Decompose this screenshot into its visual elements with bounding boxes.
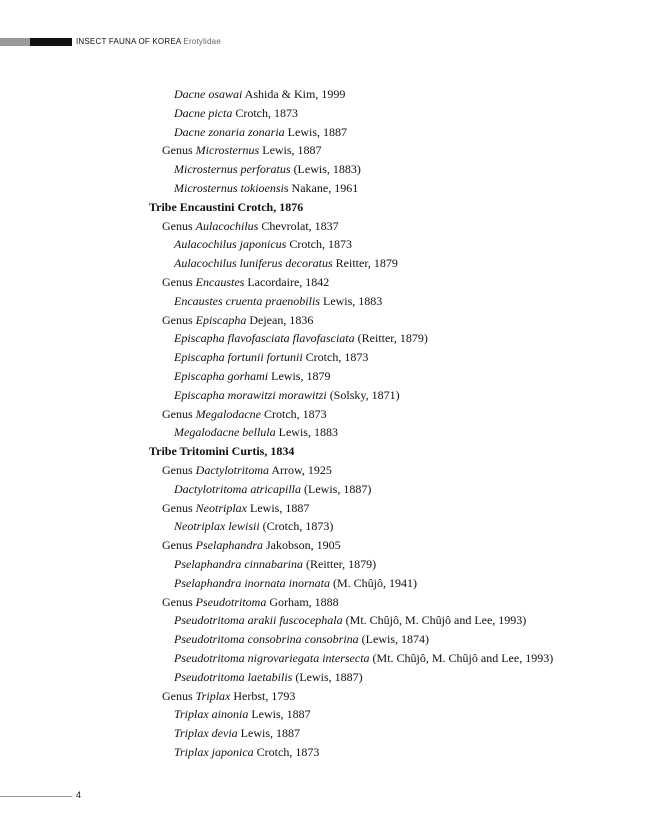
- taxon-name: Pselaphandra cinnabarina: [174, 556, 303, 571]
- taxon-authority: Lewis, 1887: [251, 707, 311, 722]
- taxon-authority: Lewis, 1883: [278, 425, 338, 440]
- species-entry: [0, 555, 553, 574]
- taxon-name: Dactylotritoma: [195, 462, 269, 477]
- taxon-name: Dactylotritoma atricapilla: [174, 481, 301, 496]
- taxon-name: Episcapha fortunii fortunii: [174, 350, 303, 365]
- taxon-name: Triplax ainonia: [174, 707, 249, 722]
- taxon-authority: Lewis, 1887: [250, 500, 310, 515]
- taxon-authority: Lewis, 1887: [287, 124, 347, 139]
- taxon-authority: (Lewis, 1883): [293, 162, 361, 177]
- taxon-authority: (Reitter, 1879): [306, 556, 377, 571]
- genus-entry: [0, 499, 553, 518]
- taxon-name: Aulacochilus luniferus decoratus: [174, 256, 333, 271]
- species-entry: [0, 329, 553, 348]
- taxon-authority: (Reitter, 1879): [357, 331, 428, 346]
- taxon-authority: Herbst, 1793: [233, 688, 296, 703]
- genus-prefix: Genus: [162, 274, 193, 289]
- species-entry: [0, 179, 553, 198]
- taxon-authority: (Lewis, 1887): [304, 481, 372, 496]
- species-entry: [0, 668, 553, 687]
- species-entry: [0, 423, 553, 442]
- genus-prefix: Genus: [162, 594, 193, 609]
- chapter-title: Erotylidae: [183, 37, 221, 46]
- taxon-authority: Jakobson, 1905: [266, 538, 341, 553]
- running-head-title: [76, 36, 221, 48]
- taxon-name: Pseudotritoma nigrovariegata intersecta: [174, 650, 370, 665]
- taxon-name: Episcapha flavofasciata flavofasciata: [174, 331, 355, 346]
- taxon-authority: Arrow, 1925: [271, 462, 332, 477]
- taxon-authority: Reitter, 1879: [335, 256, 398, 271]
- taxon-name: Triplax: [195, 688, 231, 703]
- page-number: 4: [76, 790, 82, 800]
- taxon-authority: Lewis, 1879: [271, 368, 331, 383]
- genus-prefix: Genus: [162, 218, 193, 233]
- species-entry: [0, 85, 553, 104]
- taxon-name: Episcapha gorhami: [174, 368, 269, 383]
- genus-entry: [0, 536, 553, 555]
- taxon-name: Dacne zonaria zonaria: [174, 124, 285, 139]
- tribe-entry: [0, 198, 553, 217]
- species-entry: [0, 160, 553, 179]
- taxon-authority: (Mt. Chûjô, M. Chûjô and Lee, 1993): [372, 650, 554, 665]
- taxon-name: Neotriplax lewisii: [174, 519, 260, 534]
- taxonomic-list: [0, 85, 553, 762]
- taxon-name: Dacne osawai: [174, 87, 243, 101]
- genus-entry: [0, 687, 553, 706]
- genus-entry: [0, 217, 553, 236]
- taxon-authority: (Crotch, 1873): [262, 519, 334, 534]
- species-entry: [0, 630, 553, 649]
- taxon-authority: (M. Chûjô, 1941): [333, 575, 418, 590]
- taxon-authority: Lewis, 1887: [240, 726, 300, 741]
- genus-prefix: Genus: [162, 406, 193, 421]
- taxon-authority: Lewis, 1883: [322, 293, 383, 308]
- taxon-authority: (Mt. Chûjô, M. Chûjô and Lee, 1993): [345, 613, 527, 628]
- taxon-authority: Lewis, 1887: [262, 143, 322, 158]
- genus-entry: [0, 273, 553, 292]
- species-entry: [0, 649, 553, 668]
- genus-prefix: Genus: [162, 688, 193, 703]
- taxon-name: Pseudotritoma consobrina consobrina: [174, 632, 359, 647]
- taxon-name: Megalodacne bellula: [174, 425, 276, 440]
- species-entry: [0, 348, 553, 367]
- species-entry: [0, 705, 553, 724]
- genus-prefix: Genus: [162, 462, 193, 477]
- taxon-authority: Crotch, 1873: [256, 744, 320, 759]
- genus-entry: [0, 593, 553, 612]
- taxon-name: Episcapha: [195, 312, 247, 327]
- species-entry: [0, 611, 553, 630]
- taxon-name: Pseudotritoma laetabilis: [174, 669, 293, 684]
- species-entry: [0, 480, 553, 499]
- taxon-name: Encaustes: [195, 274, 245, 289]
- species-entry: [0, 123, 553, 142]
- taxon-name: Pseudotritoma arakii fuscocephala: [174, 613, 343, 628]
- taxon-name: Pseudotritoma: [195, 594, 267, 609]
- genus-prefix: Genus: [162, 538, 193, 553]
- species-entry: [0, 386, 553, 405]
- species-entry: [0, 254, 553, 273]
- taxon-name: Aulacochilus japonicus: [174, 237, 287, 252]
- taxon-authority: Crotch, 1873: [263, 406, 327, 421]
- header-bar-gray: [0, 38, 30, 46]
- taxon-authority: (Lewis, 1874): [361, 632, 429, 647]
- taxon-name: Episcapha morawitzi morawitzi: [174, 387, 327, 402]
- tribe-heading: Tribe Tritomini Curtis, 1834: [149, 444, 295, 459]
- taxon-authority: Ashida & Kim, 1999: [244, 87, 346, 101]
- genus-entry: [0, 141, 553, 160]
- genus-entry: [0, 461, 553, 480]
- taxon-authority: Chevrolat, 1837: [261, 218, 339, 233]
- taxon-name: Microsternus perforatus: [174, 162, 291, 177]
- taxon-authority: Gorham, 1888: [269, 594, 339, 609]
- taxon-name: Microsternus: [195, 143, 260, 158]
- taxon-authority: (Lewis, 1887): [295, 669, 363, 684]
- footer-rule: [0, 796, 72, 797]
- taxon-authority: Lacordaire, 1842: [247, 274, 330, 289]
- running-header: [0, 38, 652, 46]
- taxon-name: Microsternus tokioensi: [174, 180, 284, 195]
- taxon-authority: (Solsky, 1871): [329, 387, 400, 402]
- species-entry: [0, 367, 553, 386]
- taxon-name: Triplax devia: [174, 726, 238, 741]
- species-entry: [0, 724, 553, 743]
- taxon-name: Pselaphandra: [195, 538, 264, 553]
- genus-prefix: Genus: [162, 143, 193, 158]
- taxon-name: Triplax japonica: [174, 744, 254, 759]
- taxon-name: Neotriplax: [195, 500, 247, 515]
- genus-entry: [0, 311, 553, 330]
- genus-prefix: Genus: [162, 500, 193, 515]
- tribe-heading: Tribe Encaustini Crotch, 1876: [149, 199, 304, 214]
- species-entry: [0, 574, 553, 593]
- species-entry: [0, 743, 553, 762]
- taxon-name: Megalodacne: [195, 406, 261, 421]
- taxon-name: Pselaphandra inornata inornata: [174, 575, 331, 590]
- species-entry: [0, 517, 553, 536]
- taxon-name: Dacne picta: [174, 105, 233, 120]
- book-title: INSECT FAUNA OF KOREA: [76, 37, 181, 46]
- taxon-name: Aulacochilus: [195, 218, 259, 233]
- species-entry: [0, 235, 553, 254]
- taxon-name: Encaustes cruenta praenobilis: [174, 293, 320, 308]
- taxon-authority: Crotch, 1873: [235, 105, 298, 120]
- taxon-authority: Crotch, 1873: [305, 350, 369, 365]
- taxon-authority: Crotch, 1873: [289, 237, 352, 252]
- taxon-authority: Dejean, 1836: [249, 312, 314, 327]
- genus-prefix: Genus: [162, 312, 193, 327]
- taxon-authority: s Nakane, 1961: [283, 180, 359, 195]
- species-entry: [0, 104, 553, 123]
- tribe-entry: [0, 442, 553, 461]
- genus-entry: [0, 405, 553, 424]
- header-bar-black: [30, 38, 72, 46]
- species-entry: [0, 292, 553, 311]
